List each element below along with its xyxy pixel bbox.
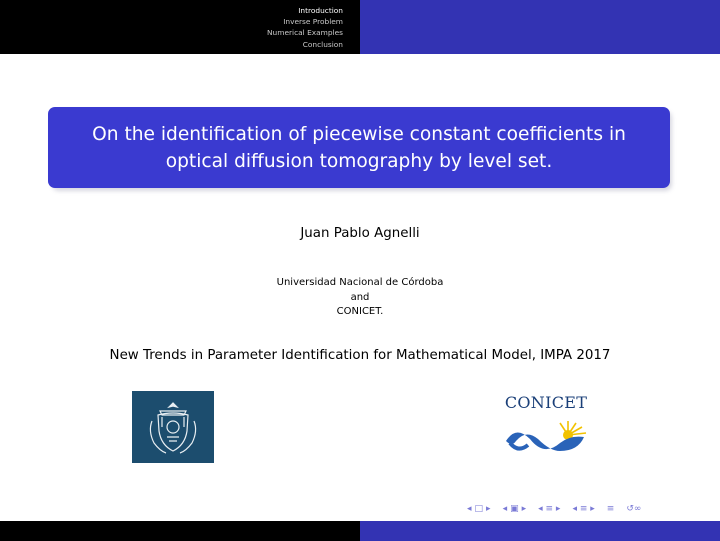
title-block: [48, 107, 670, 188]
unc-logo: [132, 391, 214, 463]
nav-inverse-problem[interactable]: Inverse Problem: [283, 17, 343, 27]
title-line-1: On the identification of piecewise constant coefficients in: [92, 123, 626, 145]
footer-right-panel: [360, 521, 720, 541]
align-icon[interactable]: ≡: [606, 504, 615, 514]
nav-conclusion[interactable]: Conclusion: [302, 39, 343, 49]
nav-numerical-examples[interactable]: Numerical Examples: [267, 28, 343, 38]
affiliation-line-1: Universidad Nacional de Córdoba: [276, 277, 444, 288]
nav-introduction[interactable]: Introduction: [298, 6, 343, 15]
first-icon[interactable]: ◂: [467, 504, 472, 514]
frame-forward-icon[interactable]: ▸: [486, 504, 491, 514]
affiliation-line-2: and: [350, 291, 370, 303]
affiliation-line-3: CONICET.: [336, 306, 384, 317]
author-name: Juan Pablo Agnelli: [300, 226, 420, 241]
header-bar: [0, 0, 720, 54]
section-forward-icon[interactable]: ▸: [521, 504, 527, 514]
subsection-forward-icon[interactable]: ◂ ≡ ▸: [538, 504, 561, 514]
header-left-panel: [0, 0, 360, 54]
unc-crest-icon: [132, 391, 214, 463]
subsection-back-icon[interactable]: ▣: [510, 504, 519, 514]
section-navigation: [267, 5, 343, 50]
conicet-logo: [498, 391, 594, 467]
section-back-icon[interactable]: ◂: [502, 504, 508, 514]
frame-back-icon[interactable]: □: [474, 504, 484, 514]
conicet-logo-text: CONICET: [504, 393, 588, 412]
subsection-forward-icon[interactable]: ◂ ≡ ▸: [572, 504, 595, 514]
affiliation: [0, 276, 720, 320]
beamer-navigation: [467, 504, 641, 514]
footer-bar: [0, 521, 720, 541]
title-line-2: optical diffusion tomography by level set.: [165, 150, 553, 172]
header-right-panel: [360, 0, 720, 54]
event-name: New Trends in Parameter Identification for Mathematical Model, IMPA 2017: [109, 348, 611, 363]
search-icon[interactable]: ↺∞: [626, 504, 642, 514]
footer-left-panel: [0, 521, 360, 541]
conicet-infinity-icon: [498, 391, 594, 467]
